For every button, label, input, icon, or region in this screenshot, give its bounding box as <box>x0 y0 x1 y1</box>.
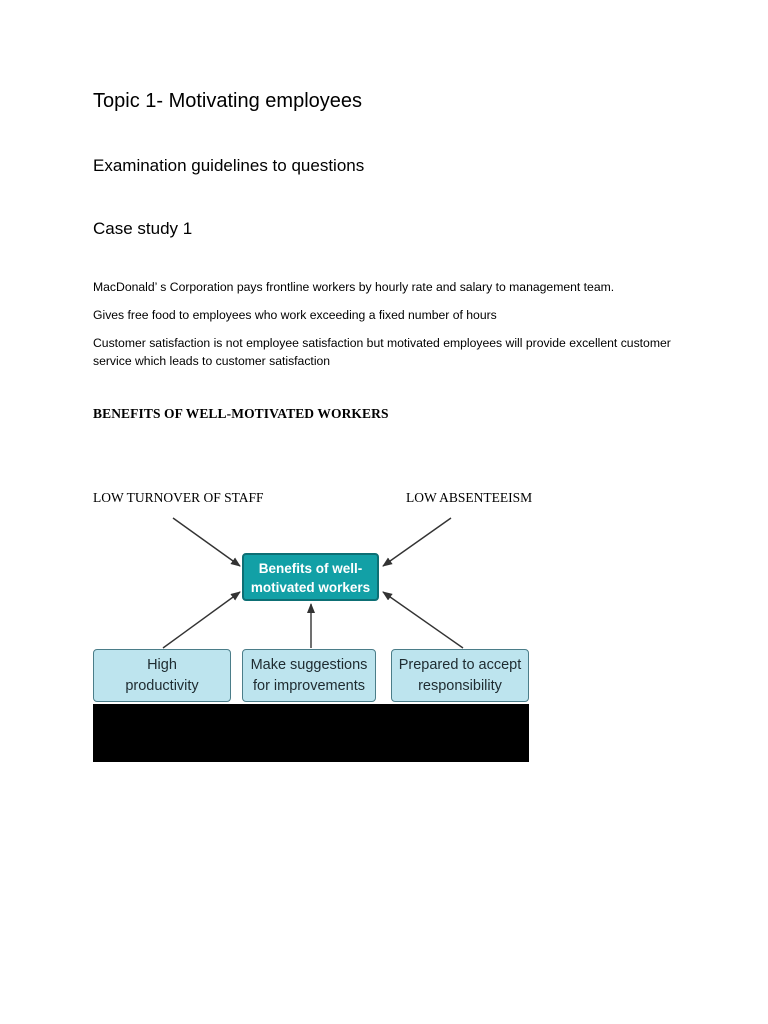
topic-title: Topic 1- Motivating employees <box>93 90 363 112</box>
box-line1: High <box>147 657 177 673</box>
box-line2: for improvements <box>252 678 365 694</box>
arrow-from-responsibility <box>383 592 463 648</box>
paragraph-free-food: Gives free food to employees who work exceeding a fixed number of hours <box>93 308 497 322</box>
arrow-from-productivity <box>163 592 240 648</box>
exam-guidelines-heading: Examination guidelines to questions <box>93 156 365 175</box>
benefits-diagram <box>93 512 529 762</box>
box-line1: Prepared to accept <box>398 657 522 673</box>
label-low-turnover: LOW TURNOVER OF STAFF <box>93 490 264 505</box>
center-box-line1: Benefits of well- <box>258 561 363 576</box>
box-high-productivity <box>93 649 231 702</box>
center-box-line2: motivated workers <box>250 580 371 595</box>
box-line2: responsibility <box>418 678 502 694</box>
arrow-from-absenteeism <box>383 518 451 566</box>
box-line1: Make suggestions <box>250 657 368 673</box>
center-box-benefits <box>242 553 379 601</box>
label-low-absenteeism: LOW ABSENTEEISM <box>406 490 533 505</box>
box-line2: productivity <box>125 678 199 694</box>
box-prepared-responsibility <box>391 649 529 702</box>
black-redaction-band <box>93 704 529 762</box>
benefits-heading: BENEFITS OF WELL-MOTIVATED WORKERS <box>93 406 389 421</box>
paragraph-pay: MacDonald’ s Corporation pays frontline workers by hourly rate and salary to management team. <box>93 280 615 294</box>
paragraph-customer-satisfaction: Customer satisfaction is not employee satisfaction but motivated employees will provide excellent customer service which leads to customer satisfaction <box>93 336 671 368</box>
arrow-from-turnover <box>173 518 240 566</box>
case-study-heading: Case study 1 <box>93 219 193 238</box>
box-make-suggestions <box>242 649 376 702</box>
